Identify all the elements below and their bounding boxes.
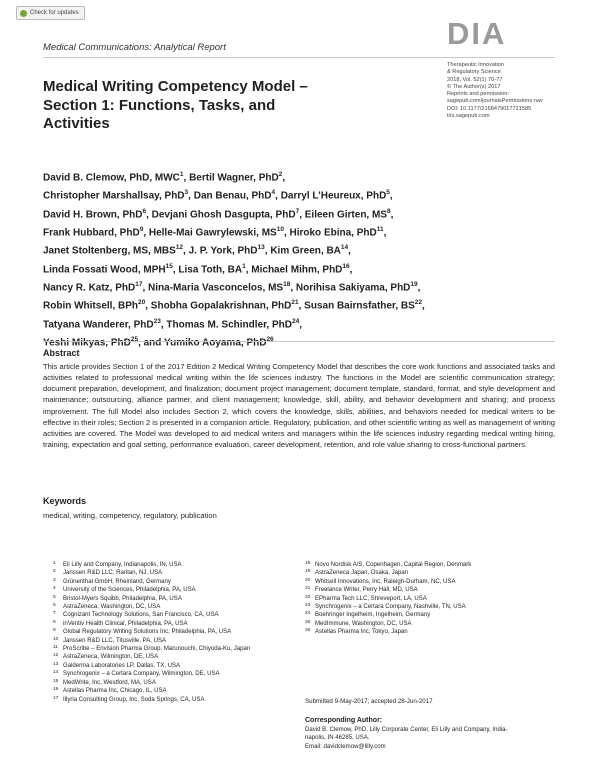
author-affiliation-marker: 16 (342, 262, 350, 270)
author-name: Robin Whitsell, BPh (43, 300, 138, 312)
author-list (43, 167, 513, 350)
author-name: Michael Mihm, PhD (251, 263, 343, 275)
author-name: Eileen Girten, MS (304, 208, 387, 220)
affiliation-text: Janssen R&D LLC, Titusville, PA, USA (63, 637, 167, 644)
affiliation-text: Synchrogenix – a Certara Company, Wilmington, DE, USA (63, 671, 220, 678)
author-affiliation-marker: 8 (387, 207, 391, 215)
affiliation-number: 17 (53, 695, 59, 701)
corresponding-author-details (305, 726, 555, 751)
author-affiliation-marker: 2 (278, 171, 283, 178)
author-name: Thomas M. Schindler, PhD (166, 318, 292, 330)
check-updates-icon (20, 10, 27, 17)
affiliation-number: 1 (53, 561, 56, 566)
affiliation-number: 22 (305, 594, 311, 600)
affiliation-text: Whitsell Innovations, Inc, Raleigh-Durham, NC, USA (315, 578, 456, 585)
author-affiliation-marker: 23 (153, 317, 161, 325)
affiliation-item (53, 670, 250, 678)
affiliation-item (53, 603, 250, 611)
author-line: David H. Brown, PhD$^6$, Devjani Ghosh Dasgupta, PhD$^7$, Eileen Girten, $MS^8$, (43, 207, 394, 220)
affiliation-item (305, 611, 471, 619)
affiliation-number: 11 (53, 645, 58, 651)
author-affiliation-marker: 7 (295, 207, 300, 215)
author-affiliation-marker: 24 (291, 317, 300, 325)
author-name: Dan Benau, PhD (193, 190, 272, 202)
affiliation-item (53, 569, 250, 577)
affiliation-text: AstraZeneca, Washington, DC, USA (63, 604, 161, 611)
affiliation-text: Freelance Writer, Perry Hall, MD, USA (315, 587, 418, 594)
author-name: Tatyana Wanderer, PhD (43, 318, 154, 330)
affiliation-number: 23 (305, 603, 311, 609)
affiliation-item (305, 628, 471, 636)
author-name: Kim Green, BA (270, 245, 341, 257)
author-affiliation-marker: 4 (271, 189, 276, 197)
author-line: Yeshi Mikyas, PhD$^{25}$, and Yumiko Aoyama, PhD$^{26}$ (43, 335, 274, 349)
header-rule (43, 57, 555, 58)
affiliation-number: 9 (53, 628, 56, 634)
affiliation-number: 13 (53, 661, 59, 667)
affiliation-text: Cognizant Technology Solutions, San Francisco, CA, USA (63, 612, 219, 619)
affiliation-number: 18 (305, 561, 311, 566)
affiliation-number: 20 (305, 577, 311, 583)
affiliation-number: 26 (305, 628, 311, 634)
author-name: Lisa Toth, BA (178, 263, 243, 275)
affiliation-number: 25 (305, 619, 311, 625)
check-for-updates-badge[interactable] (16, 6, 85, 20)
affiliation-text: Eli Lilly and Company, Indianapolis, IN, USA (63, 562, 182, 568)
author-line: Robin Whitsell, BPh$^{20}$, Shobha Gopalakrishnan, PhD$^{21}$, Susan Bairnsfather, BS$^{22}$, (43, 299, 425, 312)
meta-line[interactable]: DOI: 10.1177/2168479017721585 (447, 105, 532, 112)
author-line: Nancy R. Katz, PhD$^{17}$, Nina-Maria Vasconcelos, MS$^{18}$, Norihisa Sakiyama, PhD$^{19}$, (43, 280, 421, 294)
affiliations-right (305, 561, 471, 637)
author-affiliation-marker: 20 (138, 299, 146, 307)
affiliation-item (305, 603, 471, 611)
author-name: Christopher Marshallsay, PhD (43, 190, 185, 202)
author-name: David B. Clemow, PhD, MWC (43, 172, 180, 184)
corr-line: David B. Clemow, PhD, Lilly Corporate Center, Eli Lilly and Company, India- (305, 727, 508, 733)
affiliation-text: EPharma Tech LLC, Shreveport, LA, USA (315, 595, 427, 602)
affiliation-number: 24 (305, 611, 311, 617)
author-name: Frank Hubbard, PhD (43, 227, 140, 239)
affiliation-item (53, 611, 250, 619)
affiliation-number: 21 (305, 586, 311, 592)
affiliation-item (305, 595, 471, 603)
author-name: Bertil Wagner, PhD (189, 172, 279, 184)
keywords-text: medical, writing, competency, regulatory, publication (43, 511, 217, 520)
corr-email[interactable]: Email: davidclemow@lilly.com (305, 743, 386, 750)
abstract-rule (43, 341, 555, 342)
keywords-heading: Keywords (43, 496, 87, 506)
author-line: Janet Stoltenberg, MS, MBS$^{12}$, J. P. York, PhD$^{13}$, Kim Green, BA$^{14}$, (43, 244, 351, 257)
affiliation-number: 7 (53, 611, 56, 617)
affiliation-item (53, 653, 250, 661)
author-line: Linda Fossati Wood, MPH$^{15}$, Lisa Toth, $BA^1$, Michael Mihm, PhD$^{16}$, (43, 262, 353, 275)
affiliation-text: Novo Nordisk A/S, Copenhagen, Capital Region, Denmark (315, 562, 472, 568)
author-name: Susan Bairnsfather, BS (304, 300, 415, 312)
affiliation-text: Janssen R&D LLC, Raritan, NJ, USA (63, 570, 163, 577)
badge-label: Check for updates (30, 10, 79, 16)
affiliation-item (53, 620, 250, 628)
author-affiliation-marker: 5 (386, 189, 390, 197)
affiliation-number: 3 (53, 577, 56, 583)
author-affiliation-marker: 21 (291, 299, 299, 307)
affiliation-item (53, 687, 250, 695)
affiliation-item (53, 696, 250, 704)
corr-line: napolis, IN 46285, USA. (305, 735, 370, 742)
affiliation-number: 8 (53, 619, 56, 625)
author-affiliation-marker: 1 (242, 262, 246, 270)
affiliation-text: Astellas Pharma Inc, Chicago, IL, USA (63, 688, 167, 695)
affiliation-number: 19 (305, 569, 311, 575)
author-affiliation-marker: 9 (139, 225, 144, 233)
affiliation-number: 5 (53, 594, 56, 600)
affiliation-item (305, 578, 471, 586)
author-affiliation-marker: 1 (179, 171, 184, 178)
affiliation-item (53, 586, 250, 594)
affiliation-number: 6 (53, 603, 56, 609)
meta-line[interactable]: tirs.sagepub.com (447, 113, 490, 120)
affiliation-text: MedWrite, Inc, Westford, MA, USA (63, 679, 156, 686)
affiliation-item (53, 561, 250, 569)
author-name: Norihisa Sakiyama, PhD (295, 282, 411, 294)
article-title: Medical Writing Competency Model – Section 1: Functions, Tasks, and Activities (43, 78, 308, 132)
affiliation-text: inVentiv Health Clinical, Philadelphia, PA, USA (63, 620, 188, 627)
affiliation-number: 15 (53, 678, 59, 684)
meta-line[interactable]: Reprints and permission: (447, 91, 509, 98)
meta-line[interactable]: sagepub.com/journalsPermissions.nav (447, 98, 543, 105)
affiliation-item (53, 645, 250, 653)
author-name: Nina-Maria Vasconcelos, MS (148, 282, 284, 294)
author-name: and Yumiko Aoyama, PhD (143, 337, 267, 349)
author-affiliation-marker: 17 (135, 280, 143, 288)
meta-line: © The Author(s) 2017 (447, 83, 501, 90)
meta-line: Therapeutic Innovation (447, 62, 504, 68)
author-affiliation-marker: 10 (276, 225, 284, 233)
affiliation-text: MedImmune, Washington, DC, USA (315, 620, 412, 627)
affiliation-text: AstraZeneca, Wilmington, DE, USA (63, 654, 159, 661)
affiliation-item (53, 578, 250, 586)
author-affiliation-marker: 12 (175, 244, 184, 252)
meta-line: & Regulatory Science (447, 69, 501, 76)
affiliation-text: Bristol-Myers Squibb, Philadelphia, PA, USA (63, 595, 182, 602)
author-name: Linda Fossati Wood, MPH (43, 263, 166, 275)
author-line: Frank Hubbard, PhD$^9$, Helle-Mai Gawrylewski, MS$^{10}$, Hiroko Ebina, PhD$^{11}$, (43, 225, 387, 239)
author-affiliation-marker: 15 (165, 262, 173, 270)
author-name: Helle-Mai Gawrylewski, MS (148, 227, 277, 239)
author-name: Yeshi Mikyas, PhD (43, 337, 131, 349)
author-affiliation-marker: 19 (410, 280, 418, 288)
affiliation-text: Grünenthal GmbH, Rheinland, Germany (63, 578, 171, 585)
author-name: Darryl L’Heureux, PhD (280, 190, 387, 202)
corresponding-author-heading: Corresponding Author: (305, 717, 383, 724)
affiliation-text: ProScribe – Envision Pharma Group, Marunouchi, Chiyoda-Ku, Japan (63, 646, 251, 653)
affiliation-number: 16 (53, 687, 59, 693)
submission-dates: Submitted 9-May-2017; accepted 28-Jun-2017 (305, 698, 433, 705)
author-name: Shobha Gopalakrishnan, PhD (150, 300, 292, 312)
affiliation-text: Synchrogenix – a Certara Company, Nashville, TN, USA (315, 604, 466, 611)
author-line: Christopher Marshallsay, PhD$^3$, Dan Benau, PhD$^4$, Darryl L’Heureux, PhD$^5$, (43, 189, 393, 202)
affiliation-text: University of the Sciences, Philadelphia, PA, USA (63, 587, 196, 594)
affiliation-item (53, 637, 250, 645)
author-affiliation-marker: 13 (257, 244, 265, 252)
author-affiliation-marker: 25 (130, 335, 139, 343)
affiliation-text: Galderma Laboratories LP, Dallas, TX, USA (63, 662, 181, 669)
author-affiliation-marker: 14 (340, 244, 349, 252)
affiliations-left (53, 561, 250, 704)
affiliation-item (53, 595, 250, 603)
affiliation-number: 10 (53, 636, 59, 642)
affiliation-item (305, 586, 471, 594)
author-affiliation-marker: 11 (376, 225, 384, 233)
author-line: Tatyana Wanderer, PhD$^{23}$, Thomas M. Schindler, PhD$^{24}$, (43, 317, 302, 330)
journal-section-label: Medical Communications: Analytical Report (43, 42, 226, 53)
meta-line: 2018, Vol. 52(1) 70-77 (447, 76, 503, 83)
author-name: J. P. York, PhD (188, 245, 258, 257)
author-line: David B. Clemow, PhD, MWC$^1$, Bertil Wagner, PhD$^2$, (43, 171, 286, 184)
affiliation-item (53, 662, 250, 670)
affiliation-text: Astellas Pharma Inc, Tokyo, Japan (315, 629, 408, 636)
affiliation-item (305, 620, 471, 628)
author-affiliation-marker: 18 (283, 280, 291, 288)
publication-meta (447, 62, 543, 120)
author-affiliation-marker: 3 (184, 189, 189, 197)
affiliation-text: Illyria Consulting Group, Inc, Soda Springs, CA, USA (63, 696, 205, 703)
affiliation-text: Global Regulatory Writing Solutions Inc, Philadelphia, PA, USA (63, 629, 232, 636)
author-affiliation-marker: 22 (414, 299, 422, 307)
author-name: Nancy R. Katz, PhD (43, 282, 136, 294)
affiliation-text: AstraZeneca Japan, Osaka, Japan (315, 570, 409, 577)
author-affiliation-marker: 6 (142, 207, 147, 215)
affiliation-text: Boehringer Ingelheim, Ingelheim, Germany (315, 612, 431, 619)
affiliation-number: 2 (53, 569, 56, 575)
affiliation-number: 4 (53, 586, 56, 592)
affiliation-number: 12 (53, 653, 59, 659)
affiliation-item (53, 628, 250, 636)
author-name: Hiroko Ebina, PhD (289, 227, 377, 239)
abstract-text: This article provides Section 1 of the 2017 Edition 2 Medical Writing Competency Model that describes the core work functions and associated tasks and activities related to professional medical writing within the life sciences industry. The functions in the Model are scientific communication strategy; document preparation, development, and finalization; document project management; document template, standard, format, and style development and maintenance; outsourcing, alliance partner, and client management; knowledge, skill, ability, and behavior development and sharing; and process improvement. The full Model also includes Section 2, which covers the knowledge, skills, abilities, and behaviors needed for medical writers to be effective in their roles; Section 2 is presented in a companion article. Regulatory, publication, and other scientific writing as well as management of writing activities are covered. The Model was developed to aid medical writers and managers within the life sciences industry regarding medical writing hiring, training, expectation and goal setting, performance evaluation, career development, retention, and role value sharing to cross-functional partners. (43, 362, 555, 450)
author-affiliation-marker: 26 (266, 335, 274, 343)
abstract-heading: Abstract (43, 348, 80, 358)
affiliation-item (53, 679, 250, 687)
author-name: Janet Stoltenberg, MS, MBS (43, 245, 176, 257)
author-name: Devjani Ghosh Dasgupta, PhD (151, 208, 296, 220)
affiliation-number: 14 (53, 670, 59, 676)
affiliation-item (305, 569, 471, 577)
affiliation-item (305, 561, 471, 569)
dia-logo: DIA (447, 16, 507, 51)
author-name: David H. Brown, PhD (43, 208, 143, 220)
